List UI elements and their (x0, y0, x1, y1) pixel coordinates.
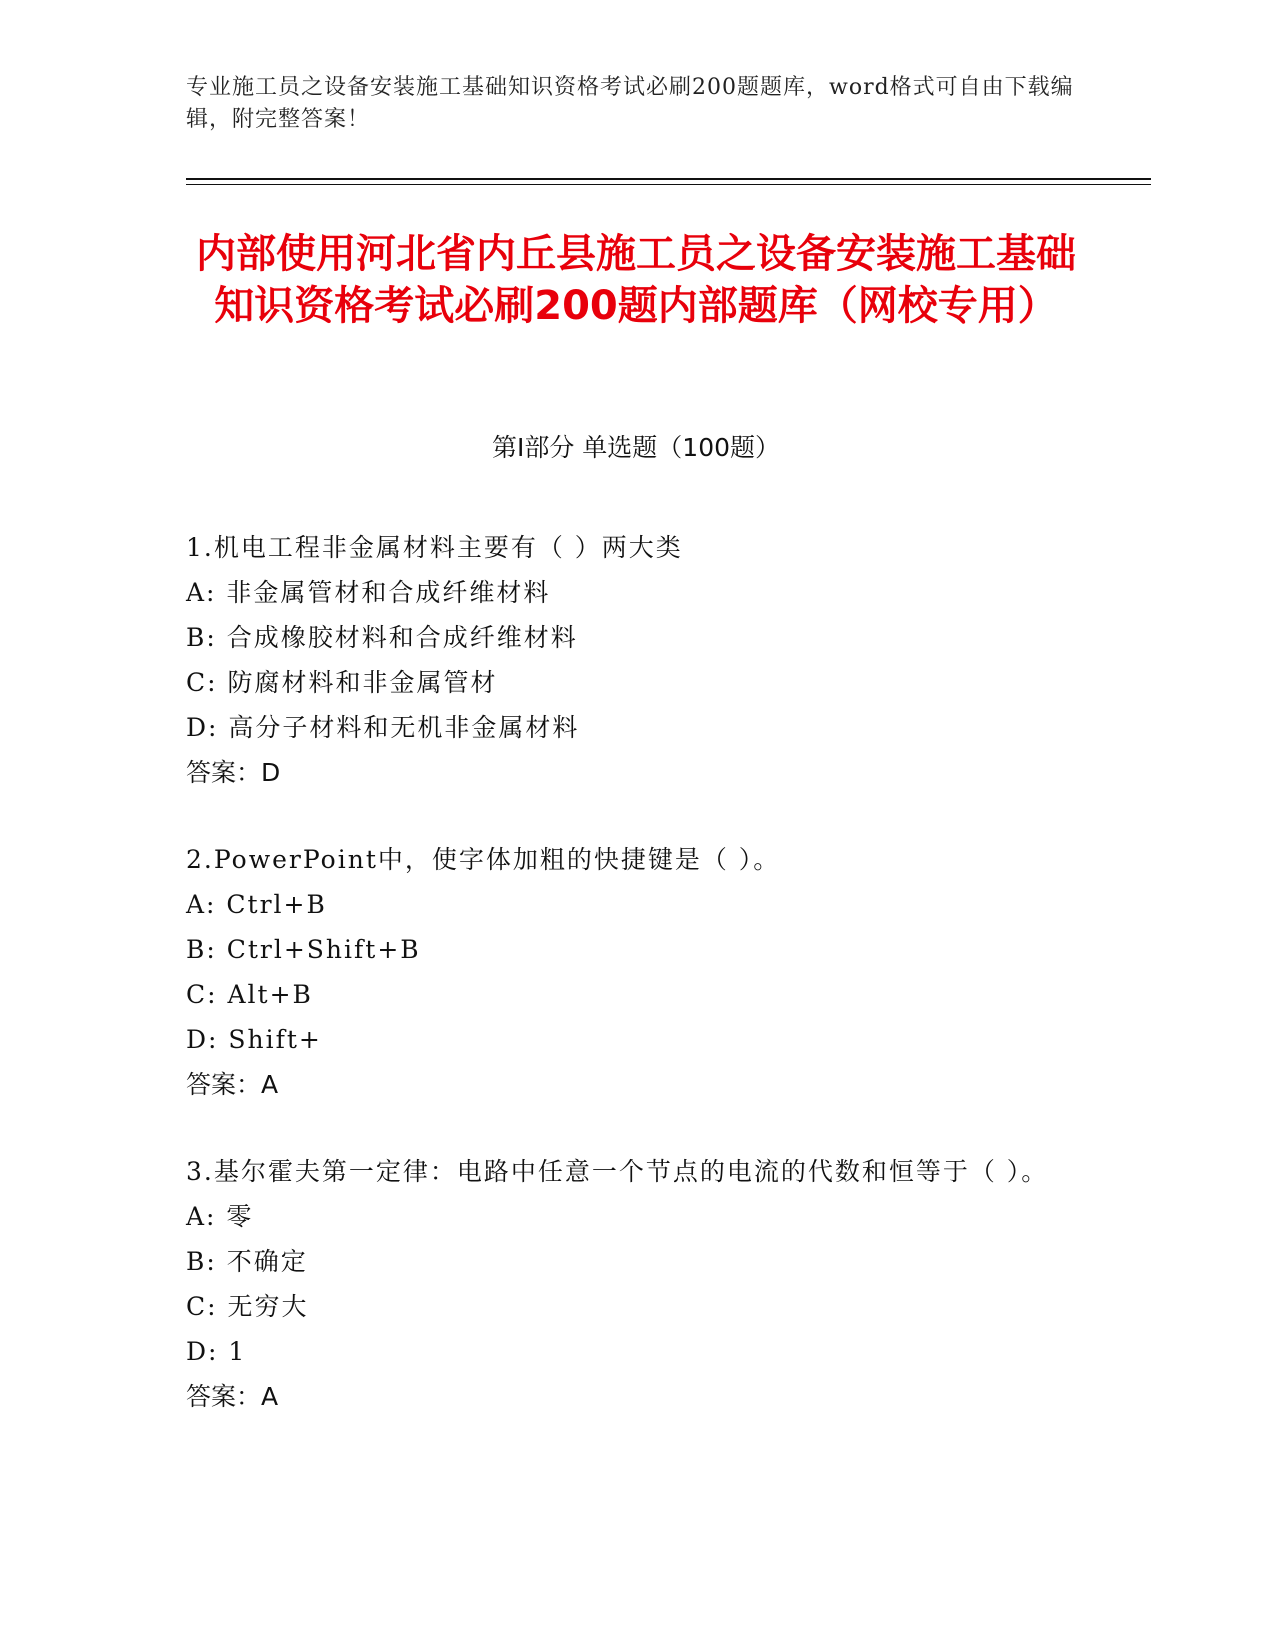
question-stem: 1.机电工程非金属材料主要有（ ）两大类 (186, 533, 683, 562)
option-a: A: 非金属管材和合成纤维材料 (186, 578, 551, 607)
option-c: C: 防腐材料和非金属管材 (186, 668, 498, 697)
question-3 (186, 1149, 1086, 1419)
question-1 (186, 525, 1086, 795)
answer: 答案：A (186, 1070, 279, 1099)
header-divider-thin (186, 184, 1151, 185)
option-b: B: 不确定 (186, 1247, 308, 1276)
option-d: D: Shift+ (186, 1025, 322, 1054)
option-d: D: 高分子材料和无机非金属材料 (186, 713, 580, 742)
option-d: D: 1 (186, 1337, 247, 1366)
question-list (186, 525, 1086, 1461)
answer: 答案：A (186, 1382, 279, 1411)
option-c: C: Alt+B (186, 980, 313, 1009)
option-b: B: 合成橡胶材料和合成纤维材料 (186, 623, 578, 652)
question-2 (186, 837, 1086, 1107)
option-b: B: Ctrl+Shift+B (186, 935, 421, 964)
option-c: C: 无穷大 (186, 1292, 309, 1321)
option-a: A: Ctrl+B (186, 890, 327, 919)
section-title: 第I部分 单选题（100题） (491, 433, 781, 462)
option-a: A: 零 (186, 1202, 254, 1231)
header-divider-thick (186, 178, 1151, 180)
answer: 答案：D (186, 758, 281, 787)
question-stem: 3.基尔霍夫第一定律：电路中任意一个节点的电流的代数和恒等于（ ）。 (186, 1157, 1049, 1186)
document-title: 内部使用河北省内丘县施工员之设备安装施工基础知识资格考试必刷200题内部题库（网校专用） (196, 231, 1076, 329)
question-stem: 2.PowerPoint中，使字体加粗的快捷键是（ ）。 (186, 845, 781, 874)
header-note: 专业施工员之设备安装施工基础知识资格考试必刷200题题库，word格式可自由下载编辑，附完整答案！ (186, 75, 1074, 132)
